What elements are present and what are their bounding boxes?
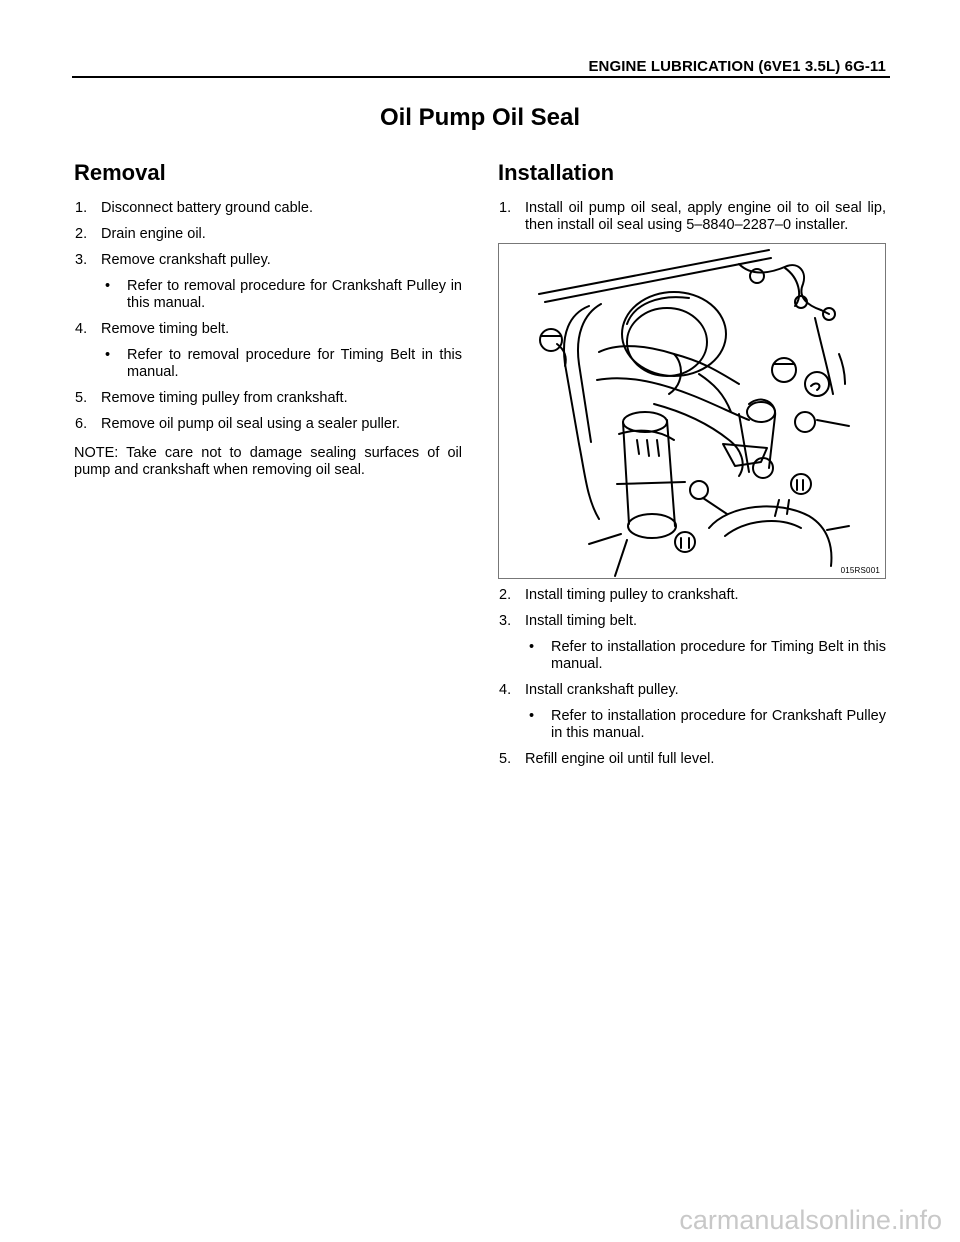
removal-step-2	[74, 226, 462, 243]
removal-heading: Removal	[74, 160, 166, 185]
installation-section	[498, 158, 886, 777]
sub-item	[101, 347, 462, 381]
step-number: 5.	[75, 390, 88, 406]
step-text: Drain engine oil.	[101, 226, 206, 242]
step-number: 3.	[499, 613, 512, 629]
sub-list	[101, 347, 462, 381]
step-number: 2.	[499, 587, 512, 603]
removal-step-3	[74, 252, 462, 312]
step-number: 4.	[499, 682, 512, 698]
installation-steps	[498, 200, 886, 234]
removal-step-4	[74, 321, 462, 381]
removal-step-6	[74, 416, 462, 433]
step-text: Refill engine oil until full level.	[525, 751, 715, 767]
installation-heading: Installation	[498, 160, 615, 185]
oil-seal-installation-figure	[498, 243, 886, 579]
sub-list	[525, 639, 886, 673]
bullet-icon: •	[529, 639, 535, 655]
removal-section	[74, 158, 462, 479]
step-text: Install oil pump oil seal, apply engine oil to oil seal lip, then install oil seal using 5–8840–2287–0 installer.	[525, 200, 886, 233]
installation-step-3	[498, 613, 886, 673]
header-text: ENGINE LUBRICATION (6VE1 3.5L) 6G-11	[588, 58, 886, 75]
step-number: 3.	[75, 252, 88, 268]
sub-text: Refer to installation procedure for Crankshaft Pulley in this manual.	[551, 708, 886, 741]
step-number: 2.	[75, 226, 88, 242]
page-title: Oil Pump Oil Seal	[379, 104, 581, 131]
sub-item	[525, 639, 886, 673]
sub-text: Refer to removal procedure for Crankshaft Pulley in this manual.	[127, 278, 462, 311]
step-text: Remove oil pump oil seal using a sealer puller.	[101, 416, 401, 432]
step-text: Remove timing belt.	[101, 321, 230, 337]
sub-text: Refer to installation procedure for Timing Belt in this manual.	[551, 639, 886, 672]
engine-illustration	[499, 244, 885, 578]
installation-step-2	[498, 587, 886, 604]
installation-step-5	[498, 751, 886, 768]
removal-steps	[74, 200, 462, 433]
removal-step-1	[74, 200, 462, 217]
step-number: 5.	[499, 751, 512, 767]
installation-step-4	[498, 682, 886, 742]
sub-item	[101, 278, 462, 312]
watermark: carmanualsonline.info	[679, 1205, 942, 1235]
step-number: 1.	[499, 200, 512, 216]
page-header	[72, 56, 890, 78]
step-text: Install crankshaft pulley.	[525, 682, 679, 698]
sub-text: Refer to removal procedure for Timing Belt in this manual.	[127, 347, 462, 380]
removal-note: NOTE: Take care not to damage sealing surfaces of oil pump and crankshaft when removing oil seal.	[74, 445, 462, 478]
installation-step-1	[498, 200, 886, 234]
sub-item	[525, 708, 886, 742]
step-text: Disconnect battery ground cable.	[101, 200, 313, 216]
step-number: 1.	[75, 200, 88, 216]
step-number: 6.	[75, 416, 88, 432]
figure-caption: 015RS001	[840, 566, 880, 575]
removal-step-5	[74, 390, 462, 407]
bullet-icon: •	[105, 278, 111, 294]
sub-list	[525, 708, 886, 742]
step-text: Install timing belt.	[525, 613, 638, 629]
installation-steps-continued	[498, 587, 886, 768]
bullet-icon: •	[529, 708, 535, 724]
step-text: Remove crankshaft pulley.	[101, 252, 271, 268]
step-text: Install timing pulley to crankshaft.	[525, 587, 739, 603]
step-number: 4.	[75, 321, 88, 337]
step-text: Remove timing pulley from crankshaft.	[101, 390, 348, 406]
bullet-icon: •	[105, 347, 111, 363]
sub-list	[101, 278, 462, 312]
